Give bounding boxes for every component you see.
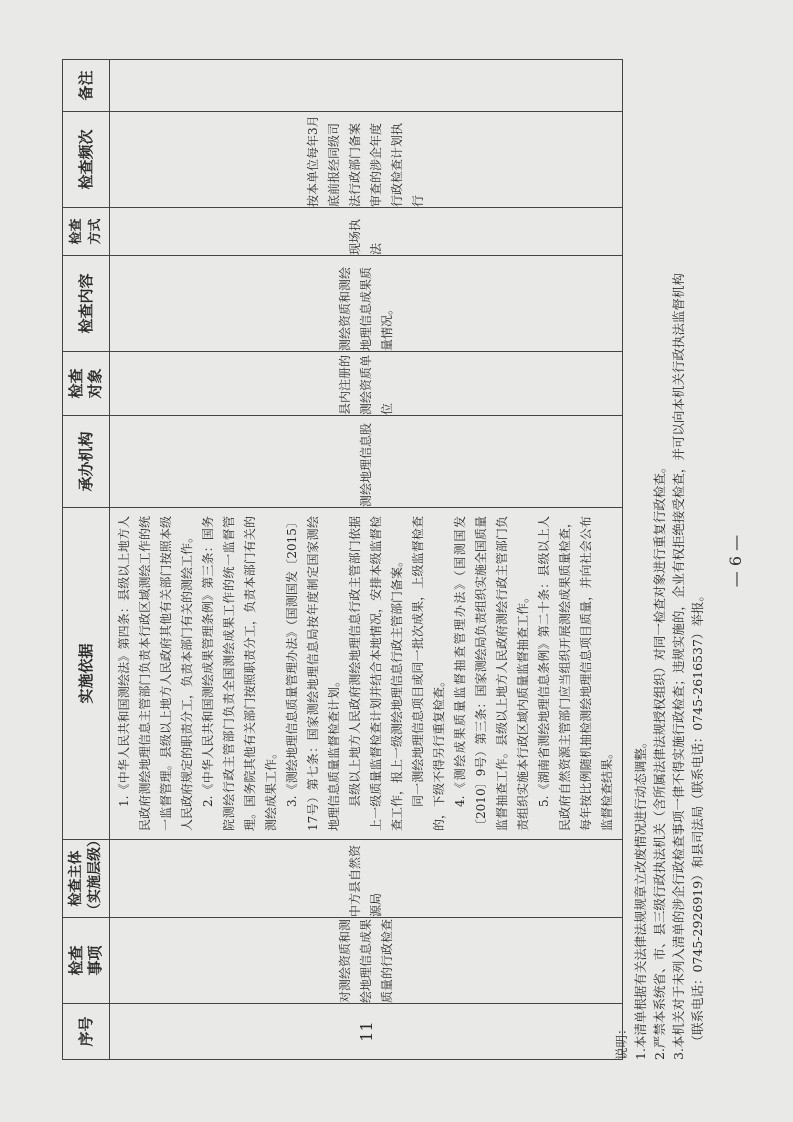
header-item: 检查 事项	[63, 918, 110, 1004]
basis-paragraph: 县级以上地方人民政府测绘地理信息行政主管部门依据上一级质量监督检查计划并结合本地情况，安排本级监督检查工作，报上一级测绘地理信息行政主管部门备案。	[348, 516, 404, 831]
header-frequency: 检查频次	[63, 112, 110, 208]
notes-title: 说明：	[614, 1022, 629, 1060]
note-item: 2.严禁本系统省、市、县三级行政执法机关（含所属法律法规授权组织）对同一检查对象进行重复行政检查。	[652, 460, 667, 1060]
row-subject: 中方县自然资源局	[110, 840, 623, 918]
header-subject: 检查主体 （实施层级）	[63, 840, 110, 918]
page-number: — 6 —	[726, 534, 745, 588]
basis-paragraph: 2.《中华人民共和国测绘成果管理条例》第三条：国务院测绘行政主管部门负责全国测绘成果工作的统一监督管理。国务院其他有关部门按照职责分工，负责本部门有关的测绘成果工作。	[201, 516, 278, 831]
basis-paragraph: 同一测绘地理信息项目或同一批次成果，上级监督检查的，下级不得另行重复检查。	[411, 516, 446, 831]
note-item: （联系电话：0745-2926919）和县司法局（联系电话：0745-2616537）举报。	[690, 589, 705, 1048]
header-basis: 实施依据	[63, 508, 110, 840]
header-seq: 序号	[63, 1004, 110, 1060]
row-frequency: 按本单位每年3月底前报经同级司法行政部门备案审查的涉企年度行政检查计划执行	[110, 112, 623, 208]
row-target: 县内注册的测绘资质单位	[110, 352, 623, 416]
row-content: 测绘资质和测绘地理信息成果质量情况。	[110, 256, 623, 352]
row-agency: 测绘地理信息股	[110, 416, 623, 508]
header-content: 检查内容	[63, 256, 110, 352]
note-item: 1.本清单根据有关法律法规规章立改废情况进行动态调整。	[633, 735, 648, 1060]
row-remark	[110, 60, 623, 112]
table-row	[110, 60, 623, 1060]
header-method: 检查 方式	[63, 208, 110, 256]
header-remark: 备注	[63, 60, 110, 112]
basis-paragraph: 1.《中华人民共和国测绘法》第四条：县级以上地方人民政府测绘地理信息主管部门负责本行政区域测绘工作的统一监督管理。县级以上地方人民政府其他有关部门按照本级人民政府规定的职责分工，负责本部门有关的测绘工作。	[117, 516, 194, 831]
basis-paragraph: 5.《湖南省测绘地理信息条例》第二十条：县级以上人民政府自然资源主管部门应当组织开展测绘成果质量检查，每年按比例随机抽检测绘地理信息项目质量，并向社会公布监督检查结果。	[537, 516, 614, 831]
row-method: 现场执法	[110, 208, 623, 256]
inspection-table	[62, 59, 623, 1060]
notes	[612, 60, 707, 1060]
header-target: 检查 对象	[63, 352, 110, 416]
row-item: 对测绘资质和测绘地理信息成果质量的行政检查	[110, 918, 623, 1004]
header-agency: 承办机构	[63, 416, 110, 508]
row-seq: 11	[110, 1004, 623, 1060]
row-basis	[110, 508, 623, 840]
note-item: 3.本机关对于未列入清单的涉企行政检查事项一律不得实施行政检查；违规实施的，企业有权拒绝接受检查，并可以向本机关行政执法监督机构	[671, 273, 686, 1060]
header-row	[63, 60, 110, 1060]
basis-paragraph: 3.《测绘地理信息质量管理办法》（国测国发〔2015〕17号）第七条：国家测绘地理信息局按年度制定国家测绘地理信息质量监督检查计划。	[285, 516, 341, 831]
basis-paragraph: 4.《测绘成果质量监督抽查管理办法》（国测国发〔2010〕9号）第三条：国家测绘局负责组织实施全国质量监督抽查工作。县级以上地方人民政府测绘行政主管部门负责组织实施本行政区域内质量监督抽查工作。	[453, 516, 530, 831]
